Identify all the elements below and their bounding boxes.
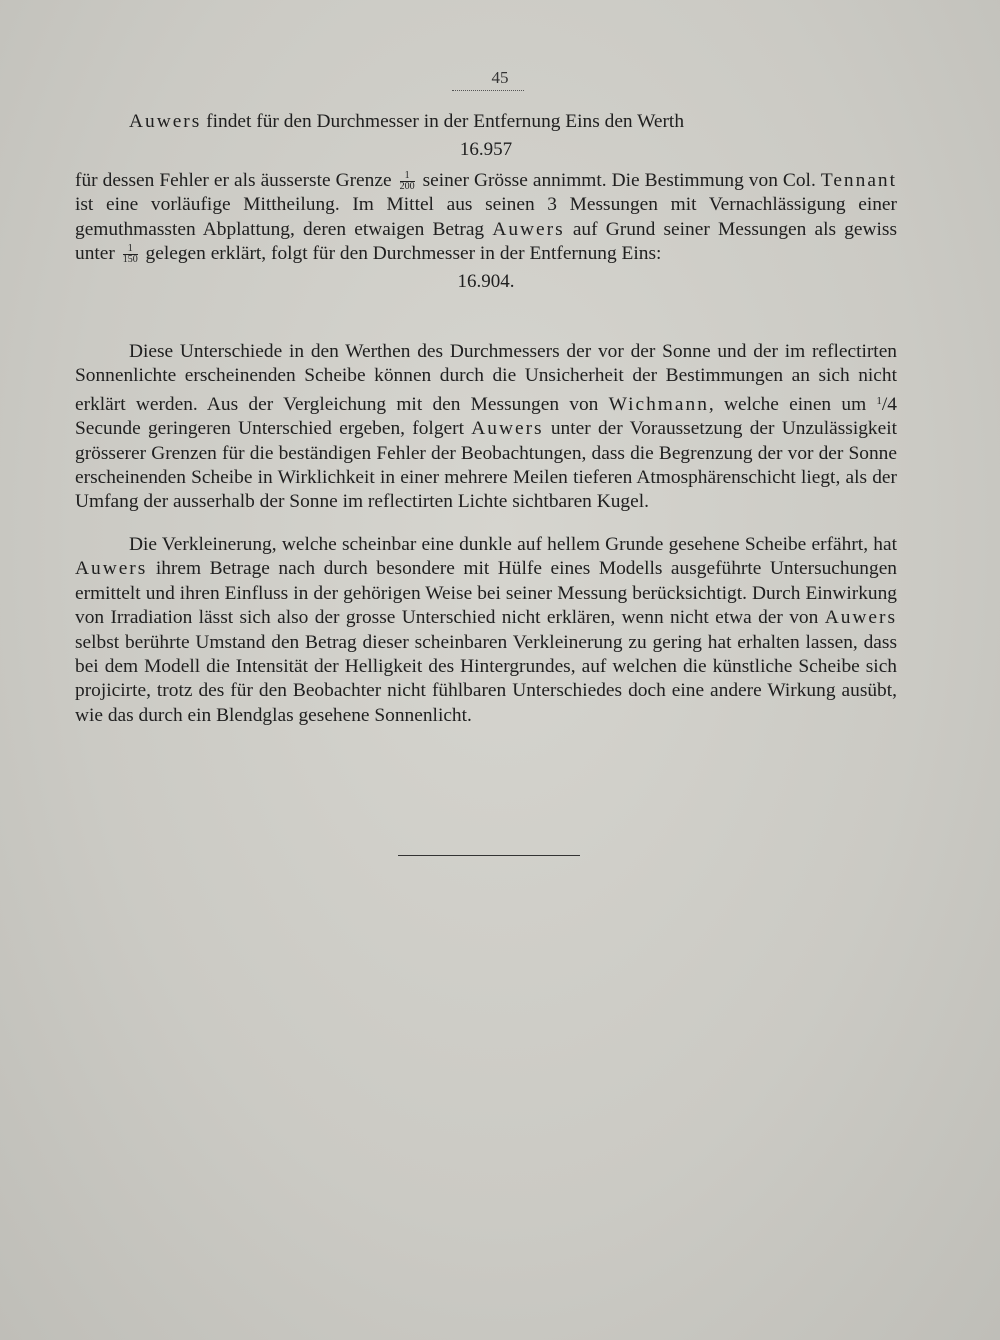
text-span: Die Verkleinerung, welche scheinbar eine dunkle auf hellem Grunde gesehene Scheibe erfährt, hat <box>129 534 897 555</box>
paragraph-differences <box>75 340 897 515</box>
author-name: Auwers <box>471 418 544 440</box>
formula-diameter-1: 16.957 <box>459 139 513 161</box>
author-name: Tennant <box>820 169 898 191</box>
text-span: für dessen Fehler er als äusserste Grenze <box>75 169 397 191</box>
text-span: unter der Voraussetzung der Unzulässigkeit grösserer Grenzen für die beständigen Fehler der Beobachtungen, dass die Begrenzung der vor der Sonne erscheinenden Scheibe in Wirklichkeit in einer mehrere Meilen tieferen Atmosphärenschicht liegt, als der Umfang der ausserhalb der Sonne im reflectirten Lichte sichtbaren Kugel. <box>75 418 897 513</box>
text-span: gelegen erklärt, folgt für den Durchmesser in der Entfernung Eins: <box>140 243 662 265</box>
page-number-underline <box>452 90 524 91</box>
paragraph-error-limit <box>75 169 897 267</box>
text-span: selbst berührte Umstand den Betrag dieser scheinbaren Verkleinerung zu gering hat erhalten lassen, dass bei dem Modell die Intensität der Helligkeit des Hintergrundes, auf welchen die künstliche Scheibe sich projicirte, trotz des für den Beobachter nicht fühlbaren Unterschiedes doch eine andere Wirkung ausübt, wie das durch ein Blendglas gesehene Sonnenlicht. <box>75 631 897 726</box>
fraction-1-150 <box>123 244 138 265</box>
author-name: Wichmann <box>608 393 709 415</box>
fraction-denominator: 200 <box>399 180 415 192</box>
text-span: Secunde geringeren Unterschied ergeben, folgert <box>75 418 472 440</box>
section-reduction <box>75 533 897 728</box>
paragraph-reduction <box>75 533 897 728</box>
text-span: seiner Grösse annimmt. Die Bestimmung von Col. <box>417 169 821 191</box>
text-span: , welche einen um <box>708 393 877 415</box>
text-span: findet für den Durchmesser in der Entfernung Eins den Werth <box>201 111 685 132</box>
fraction-quarter <box>876 394 897 415</box>
author-name: Auwers <box>129 111 202 132</box>
paragraph-auwers-value <box>75 110 897 134</box>
author-name: Auwers <box>492 218 565 240</box>
bleed-through-texture <box>75 760 925 1180</box>
author-name: Auwers <box>824 607 897 629</box>
fraction-numerator: 1 <box>876 394 882 407</box>
section-differences <box>75 340 897 515</box>
fraction-numerator: 1 <box>123 244 138 255</box>
text-span: ist eine vorläufige Mittheilung. Im Mittel aus seinen 3 Messungen mit Vernachlässigung einer gemuthmassten Abplattung, deren etwaigen Betrag <box>75 194 897 240</box>
fraction-numerator: 1 <box>400 171 415 182</box>
fraction-denominator: 150 <box>122 254 138 266</box>
page-number: 45 <box>491 68 509 87</box>
text-span: Diese Unterschiede in den Werthen des Durchmessers der vor der Sonne und der im reflectirten Sonnenlichte erscheinenden Scheibe können durch die Unsicherheit der Bestimmungen an sich nicht erklärt werden. Aus der Vergleichung mit den Messungen von <box>75 341 897 415</box>
text-span: ihrem Betrage nach durch besondere mit Hülfe eines Modells ausgeführte Untersuchungen ermittelt und ihren Einfluss in der gehörigen Weise bei seiner Messung berücksichtigt. Durch Einwirkung von Irradiation lässt sich also der grosse Unterschied nicht erklären, wenn nicht etwa der von <box>75 558 897 629</box>
formula-diameter-2: 16.904. <box>457 271 515 293</box>
fraction-1-200 <box>400 171 415 192</box>
text-span: auf Grund seiner Messungen als gewiss unter <box>75 218 898 265</box>
section-diameter-values <box>75 110 897 301</box>
author-name: Auwers <box>75 558 148 580</box>
fraction-denominator: /4 <box>881 393 897 415</box>
